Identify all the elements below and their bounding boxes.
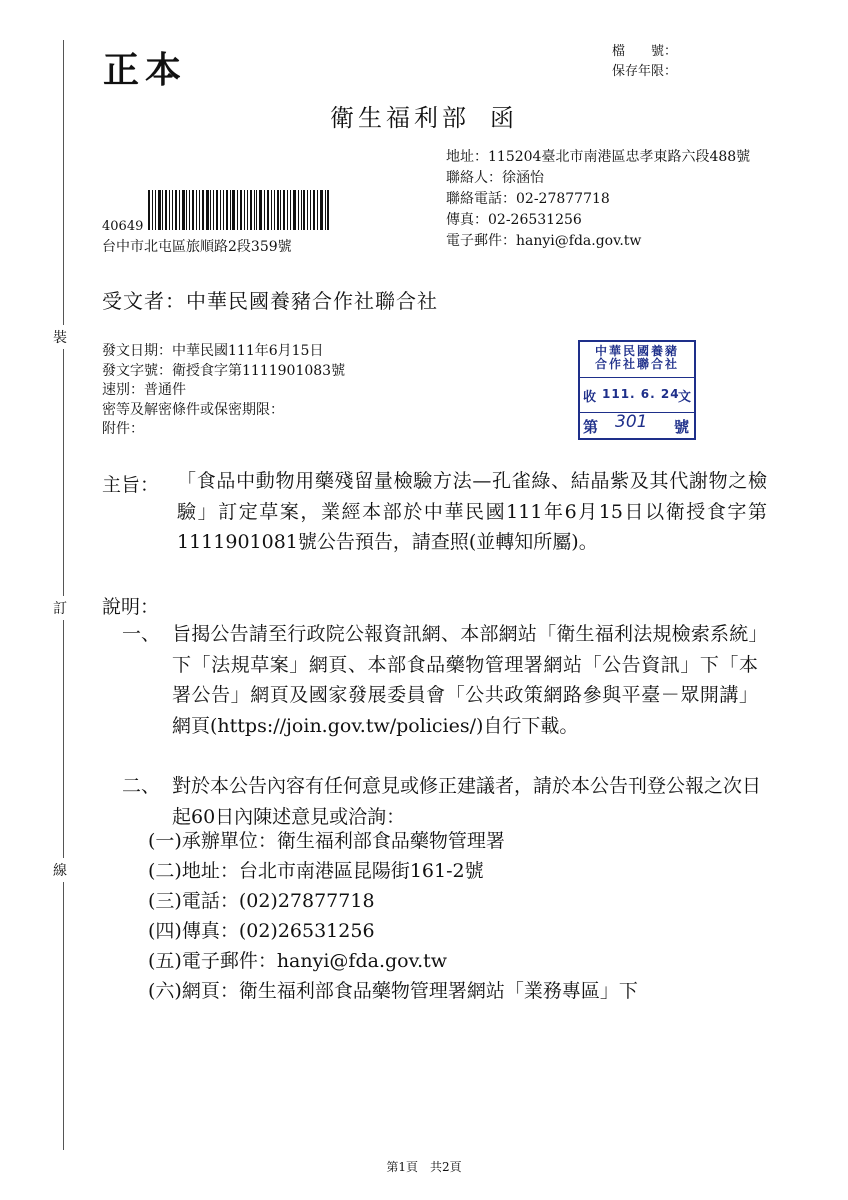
barcode-bar [290,190,291,230]
receipt-stamp [578,340,696,440]
barcode-bar [162,190,163,230]
item-1-text: 旨揭公告請至行政院公報資訊網、本部網站「衛生福利法規檢索系統」下「法規草案」網頁、本部食品藥物管理署網站「公告資訊」下「本署公告」網頁及國家發展委員會「公共政策網路參與平臺－眾開講」網頁(https://join.gov.tw/policies/)自行下載。 [172,623,758,737]
barcode-bar [213,190,214,230]
barcode-bar [240,190,242,230]
document-type: 函 [490,104,518,132]
retention-period: 保存年限： [612,64,678,79]
stamp-di-char: 第 [583,418,599,436]
stamp-date: 111. 6. 24 [602,387,680,401]
item-1-number: 一、 [122,623,161,645]
contact-address: 地址：115204臺北市南港區忠孝東路六段488號 [446,149,751,165]
barcode-bar [223,190,224,230]
sub-item-1: (一)承辦單位：衛生福利部食品藥物管理署 [148,830,505,852]
stamp-number: 301 [615,412,648,432]
barcode-bar [230,190,231,230]
barcode-bar [317,190,318,230]
sub-item-2: (二)地址：台北市南港區昆陽街161-2號 [148,860,484,882]
barcode-bar [298,190,299,230]
stamp-receive-char: 收 [583,390,597,405]
barcode-bar [303,190,305,230]
barcode-bar [186,190,187,230]
barcode-bar [244,190,245,230]
barcode-bar [320,190,323,230]
barcode-bar [313,190,315,230]
barcode-bar [158,190,161,230]
barcode-bar [327,190,329,230]
barcode-bar [179,190,180,230]
barcode-bar [175,190,177,230]
explanation-label: 說明： [102,596,160,618]
postal-code: 40649 [102,219,144,234]
barcode-bar [226,190,228,230]
stamp-wen-char: 文 [677,390,691,405]
total-pages: 共2頁 [430,1160,462,1174]
subject-text: 「食品中動物用藥殘留量檢驗方法—孔雀綠、結晶紫及其代謝物之檢驗」訂定草案，業經本部於中華民國111年6月15日以衛授食字第1111901081號公告預告，請查照(並轉知所屬)。 [177,470,767,553]
barcode-bar [259,190,262,230]
barcode-bar [189,190,190,230]
barcode-bar [199,190,200,230]
barcode-bar [307,190,308,230]
contact-block [446,147,750,252]
subject-label: 主旨： [102,474,160,496]
barcode-bar [277,190,279,230]
margin-char-ding: 訂 [53,596,67,620]
barcode-bar [287,190,288,230]
barcode-bar [172,190,173,230]
barcode-bar [247,190,248,230]
barcode-bar [274,190,275,230]
barcode-bar [220,190,221,230]
attachments: 附件： [102,421,144,437]
stamp-hao-char: 號 [673,418,689,436]
contact-fax: 傳真：02-26531256 [446,212,582,228]
archive-info [612,42,677,82]
stamp-number-row [583,412,691,437]
file-number: 檔 號： [612,44,678,59]
barcode-bar [210,190,211,230]
barcode-bar [165,190,167,230]
page-number: 第1頁 [386,1160,418,1174]
original-copy-stamp: 正本 [103,49,188,91]
contact-phone: 聯絡電話：02-27877718 [446,191,610,207]
recipient: 受文者：中華民國養豬合作社聯合社 [102,289,438,313]
postal-barcode [148,190,363,230]
document-meta [102,342,345,440]
barcode-bar [293,190,296,230]
margin-char-zhuang: 裝 [53,325,67,349]
barcode-bar [310,190,311,230]
mailing-address: 台中市北屯區旅順路2段359號 [102,239,292,255]
item-2-text: 對於本公告內容有任何意見或修正建議者，請於本公告刊登公報之次日起60日內陳述意見或洽詢： [172,775,762,828]
barcode-bar [254,190,255,230]
barcode-bar [206,190,209,230]
barcode-bar [237,190,238,230]
barcode-bar [232,190,235,230]
barcode-bar [325,190,326,230]
barcode-bar [280,190,281,230]
barcode-bar [192,190,194,230]
contact-email: 電子郵件：hanyi@fda.gov.tw [446,233,642,249]
issue-date: 發文日期：中華民國111年6月15日 [102,343,324,359]
sub-item-6: (六)網頁：衛生福利部食品藥物管理署網站「業務專區」下 [148,980,638,1002]
sub-item-4: (四)傳真：(02)26531256 [148,920,375,942]
barcode-bar [152,190,153,230]
agency-name: 衛生福利部 [330,104,470,132]
stamp-date-row [580,377,694,413]
barcode-bar [256,190,257,230]
barcode-bar [182,190,185,230]
sub-item-3: (三)電話：(02)27877718 [148,890,375,912]
document-number: 發文字號：衛授食字第1111901083號 [102,362,346,379]
barcode-bar [283,190,285,230]
page-footer [0,1158,848,1175]
item-2-number: 二、 [122,775,161,797]
binding-margin-line [63,40,64,1150]
barcode-bar [271,190,272,230]
margin-char-xian: 線 [53,858,67,882]
barcode-bar [301,190,302,230]
barcode-bar [267,190,269,230]
sub-item-5: (五)電子郵件：hanyi@fda.gov.tw [148,950,448,972]
barcode-bar [155,190,156,230]
barcode-bar [264,190,265,230]
security-level: 密等及解密條件或保密期限： [102,401,284,418]
barcode-bar [148,190,150,230]
barcode-bar [202,190,204,230]
barcode-bar [216,190,218,230]
delivery-speed: 速別：普通件 [102,382,186,398]
barcode-bar [169,190,170,230]
barcode-bar [250,190,252,230]
contact-person: 聯絡人：徐涵怡 [446,170,544,186]
barcode-bar [196,190,197,230]
stamp-org-name: 中華民國養豬 合作社聯合社 [594,344,679,371]
document-title [0,98,848,133]
